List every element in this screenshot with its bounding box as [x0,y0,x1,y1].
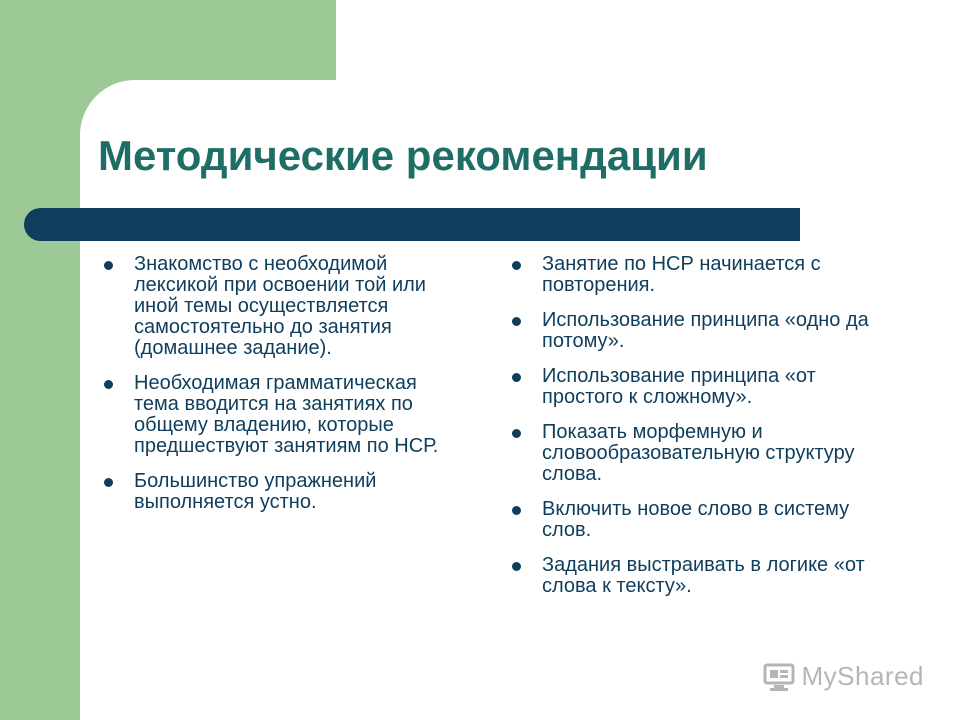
list-item-text: Знакомство с необходимой лексикой при освоении той или иной темы осуществляется самостоятельно до занятия (домашнее задание). [134,253,426,359]
list-item-text: Задания выстраивать в логике «от слова к тексту». [542,554,865,597]
bullet-dot-icon [512,506,521,515]
list-item [512,555,892,597]
list-item-text: Включить новое слово в систему слов. [542,498,850,541]
left-bullet-list [104,254,454,527]
list-item [512,422,892,485]
list-item [104,254,454,359]
monitor-icon [762,662,796,692]
bullet-dot-icon [512,373,521,382]
list-item [104,471,454,513]
slide-title: Методические рекомендации [98,132,708,179]
bullet-dot-icon [512,429,521,438]
list-item-text: Показать морфемную и словообразовательную структуру слова. [542,421,855,485]
bullet-dot-icon [512,261,521,270]
bullet-dot-icon [104,478,113,487]
bullet-dot-icon [512,317,521,326]
title-underline-bar [24,208,800,241]
bullet-dot-icon [104,380,113,389]
right-bullet-list [512,254,892,611]
watermark [762,661,925,692]
bullet-dot-icon [512,562,521,571]
list-item-text: Занятие по НСР начинается с повторения. [542,253,821,296]
watermark-text: MyShared [801,661,924,691]
list-item [104,373,454,457]
list-item [512,310,892,352]
bullet-dot-icon [104,261,113,270]
list-item [512,254,892,296]
list-item [512,366,892,408]
list-item-text: Использование принципа «одно да потому». [542,309,869,352]
list-item-text: Большинство упражнений выполняется устно. [134,470,377,513]
list-item-text: Использование принципа «от простого к сложному». [542,365,816,408]
list-item [512,499,892,541]
list-item-text: Необходимая грамматическая тема вводится на занятиях по общему владению, которые предшествуют занятиям по НСР. [134,372,439,457]
